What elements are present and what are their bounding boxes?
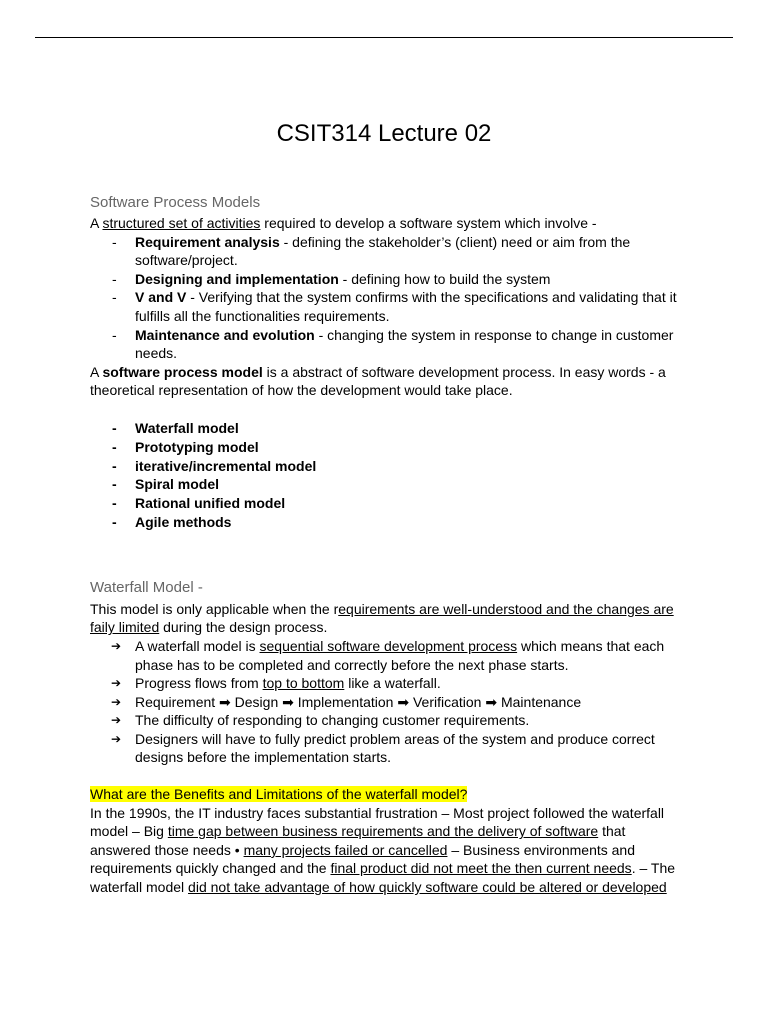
list-item-designers — [90, 730, 680, 767]
list-item-difficulty — [90, 711, 680, 730]
model-name: Prototyping model — [135, 438, 259, 455]
answer-text: – Business environments and requirements quickly changed and the — [90, 841, 636, 877]
answer-underlined: did not take advantage of how quickly software could be altered or developed — [188, 879, 667, 896]
model-name: Waterfall model — [135, 419, 239, 436]
activity-desc: - defining the stakeholder’s (client) need or aim from the software/project. — [135, 233, 631, 269]
point-underlined: sequential software development process — [259, 637, 518, 654]
list-item-model — [90, 457, 680, 476]
arrow-bullet-icon: ➔ — [111, 731, 122, 746]
list-item-progress-flow — [90, 674, 680, 693]
dash-bullet: - — [112, 513, 117, 530]
list-item-model — [90, 438, 680, 457]
activity-desc: - defining how to build the system — [338, 270, 551, 287]
definition-prefix: A — [90, 363, 103, 380]
spm-intro-prefix: A — [90, 215, 103, 231]
point-text: Designers will have to fully predict problem areas of the system and produce correct designs before the implementation starts. — [135, 730, 655, 766]
answer-text: . – The waterfall model — [90, 860, 676, 896]
section-heading-software-process-models: Software Process Models — [90, 194, 261, 211]
page-title: CSIT314 Lecture 02 — [276, 120, 492, 147]
list-item-model — [90, 419, 680, 438]
answer-text: In the 1990s, the IT industry faces substantial frustration – Most project followed the waterfall model – Big — [90, 804, 665, 840]
dash-bullet: - — [112, 233, 117, 250]
model-name: Spiral model — [135, 476, 220, 493]
list-item-model — [90, 513, 680, 532]
definition-term: software process model — [102, 363, 263, 380]
spm-intro-suffix: required to develop a software system which involve - — [260, 215, 597, 231]
point-suffix: which means that each phase has to be completed and correctly before the next phase starts. — [135, 637, 665, 673]
dash-bullet: - — [112, 457, 117, 474]
list-item-model — [90, 475, 680, 494]
dash-bullet: - — [112, 289, 117, 306]
highlighted-question: What are the Benefits and Limitations of the waterfall model? — [90, 786, 468, 803]
section-heading-waterfall-model: Waterfall Model - — [90, 578, 203, 596]
point-underlined: top to bottom — [262, 675, 345, 692]
dash-bullet: - — [112, 326, 117, 343]
answer-text: that answered those needs • — [90, 823, 626, 858]
waterfall-points-list — [90, 637, 680, 767]
activity-desc: - changing the system in response to change in customer needs. — [135, 326, 674, 362]
waterfall-intro-prefix: This model is only applicable when the r — [90, 600, 339, 617]
arrow-bullet-icon: ➔ — [111, 638, 122, 653]
list-item-v-and-v — [90, 288, 680, 325]
point-text: The difficulty of responding to changing customer requirements. — [135, 712, 530, 729]
list-item-design-implementation — [90, 270, 680, 289]
document-body — [90, 193, 680, 897]
benefits-answer — [90, 804, 680, 897]
activity-term: Designing and implementation — [135, 270, 339, 287]
point-text: Requirement ➡ Design ➡ Implementation ➡ Verification ➡ Maintenance — [135, 693, 582, 710]
list-item-requirement-analysis — [90, 233, 680, 270]
answer-underlined: final product did not meet the then current needs — [330, 860, 632, 877]
spacer — [90, 767, 680, 785]
model-name: iterative/incremental model — [135, 457, 317, 474]
activity-term: V and V — [135, 289, 187, 306]
benefits-question — [90, 785, 680, 804]
header-rule — [35, 37, 733, 38]
model-name: Rational unified model — [135, 495, 286, 512]
arrow-bullet-icon: ➔ — [111, 676, 122, 691]
dash-bullet: - — [112, 270, 117, 287]
spm-definition — [90, 363, 680, 400]
dash-bullet: - — [112, 438, 117, 455]
list-item-phases — [90, 693, 680, 712]
models-list — [90, 419, 680, 532]
spacer — [90, 532, 680, 578]
point-suffix: like a waterfall. — [344, 675, 441, 692]
answer-underlined: time gap between business requirements and the delivery of software — [167, 823, 599, 840]
arrow-bullet-icon: ➔ — [111, 713, 122, 728]
activities-list — [90, 233, 680, 363]
arrow-bullet-icon: ➔ — [111, 694, 122, 709]
list-item-maintenance-evolution — [90, 326, 680, 363]
spm-intro-underlined: structured set of activities — [102, 215, 261, 231]
spacer — [90, 400, 680, 419]
list-item-sequential — [90, 637, 680, 674]
dash-bullet: - — [112, 476, 117, 493]
point-prefix: Progress flows from — [135, 675, 263, 692]
waterfall-intro-suffix: during the design process. — [159, 619, 328, 636]
point-prefix: A waterfall model is — [135, 637, 260, 654]
dash-bullet: - — [112, 419, 117, 436]
activity-term: Maintenance and evolution — [135, 326, 315, 343]
activity-term: Requirement analysis — [135, 233, 280, 250]
list-item-model — [90, 494, 680, 513]
definition-suffix: is a abstract of software development process. In easy words - a theoretical representation of how the development would take place. — [90, 363, 666, 399]
dash-bullet: - — [112, 495, 117, 512]
answer-underlined: many projects failed or cancelled — [243, 841, 448, 858]
waterfall-intro — [90, 600, 680, 637]
activity-desc: - Verifying that the system confirms with the specifications and validating that it fulfills all the functionalities requirements. — [135, 289, 677, 324]
model-name: Agile methods — [135, 513, 232, 530]
waterfall-intro-underlined: equirements are well-understood and the changes are faily limited — [90, 600, 674, 636]
spm-intro — [90, 214, 680, 233]
